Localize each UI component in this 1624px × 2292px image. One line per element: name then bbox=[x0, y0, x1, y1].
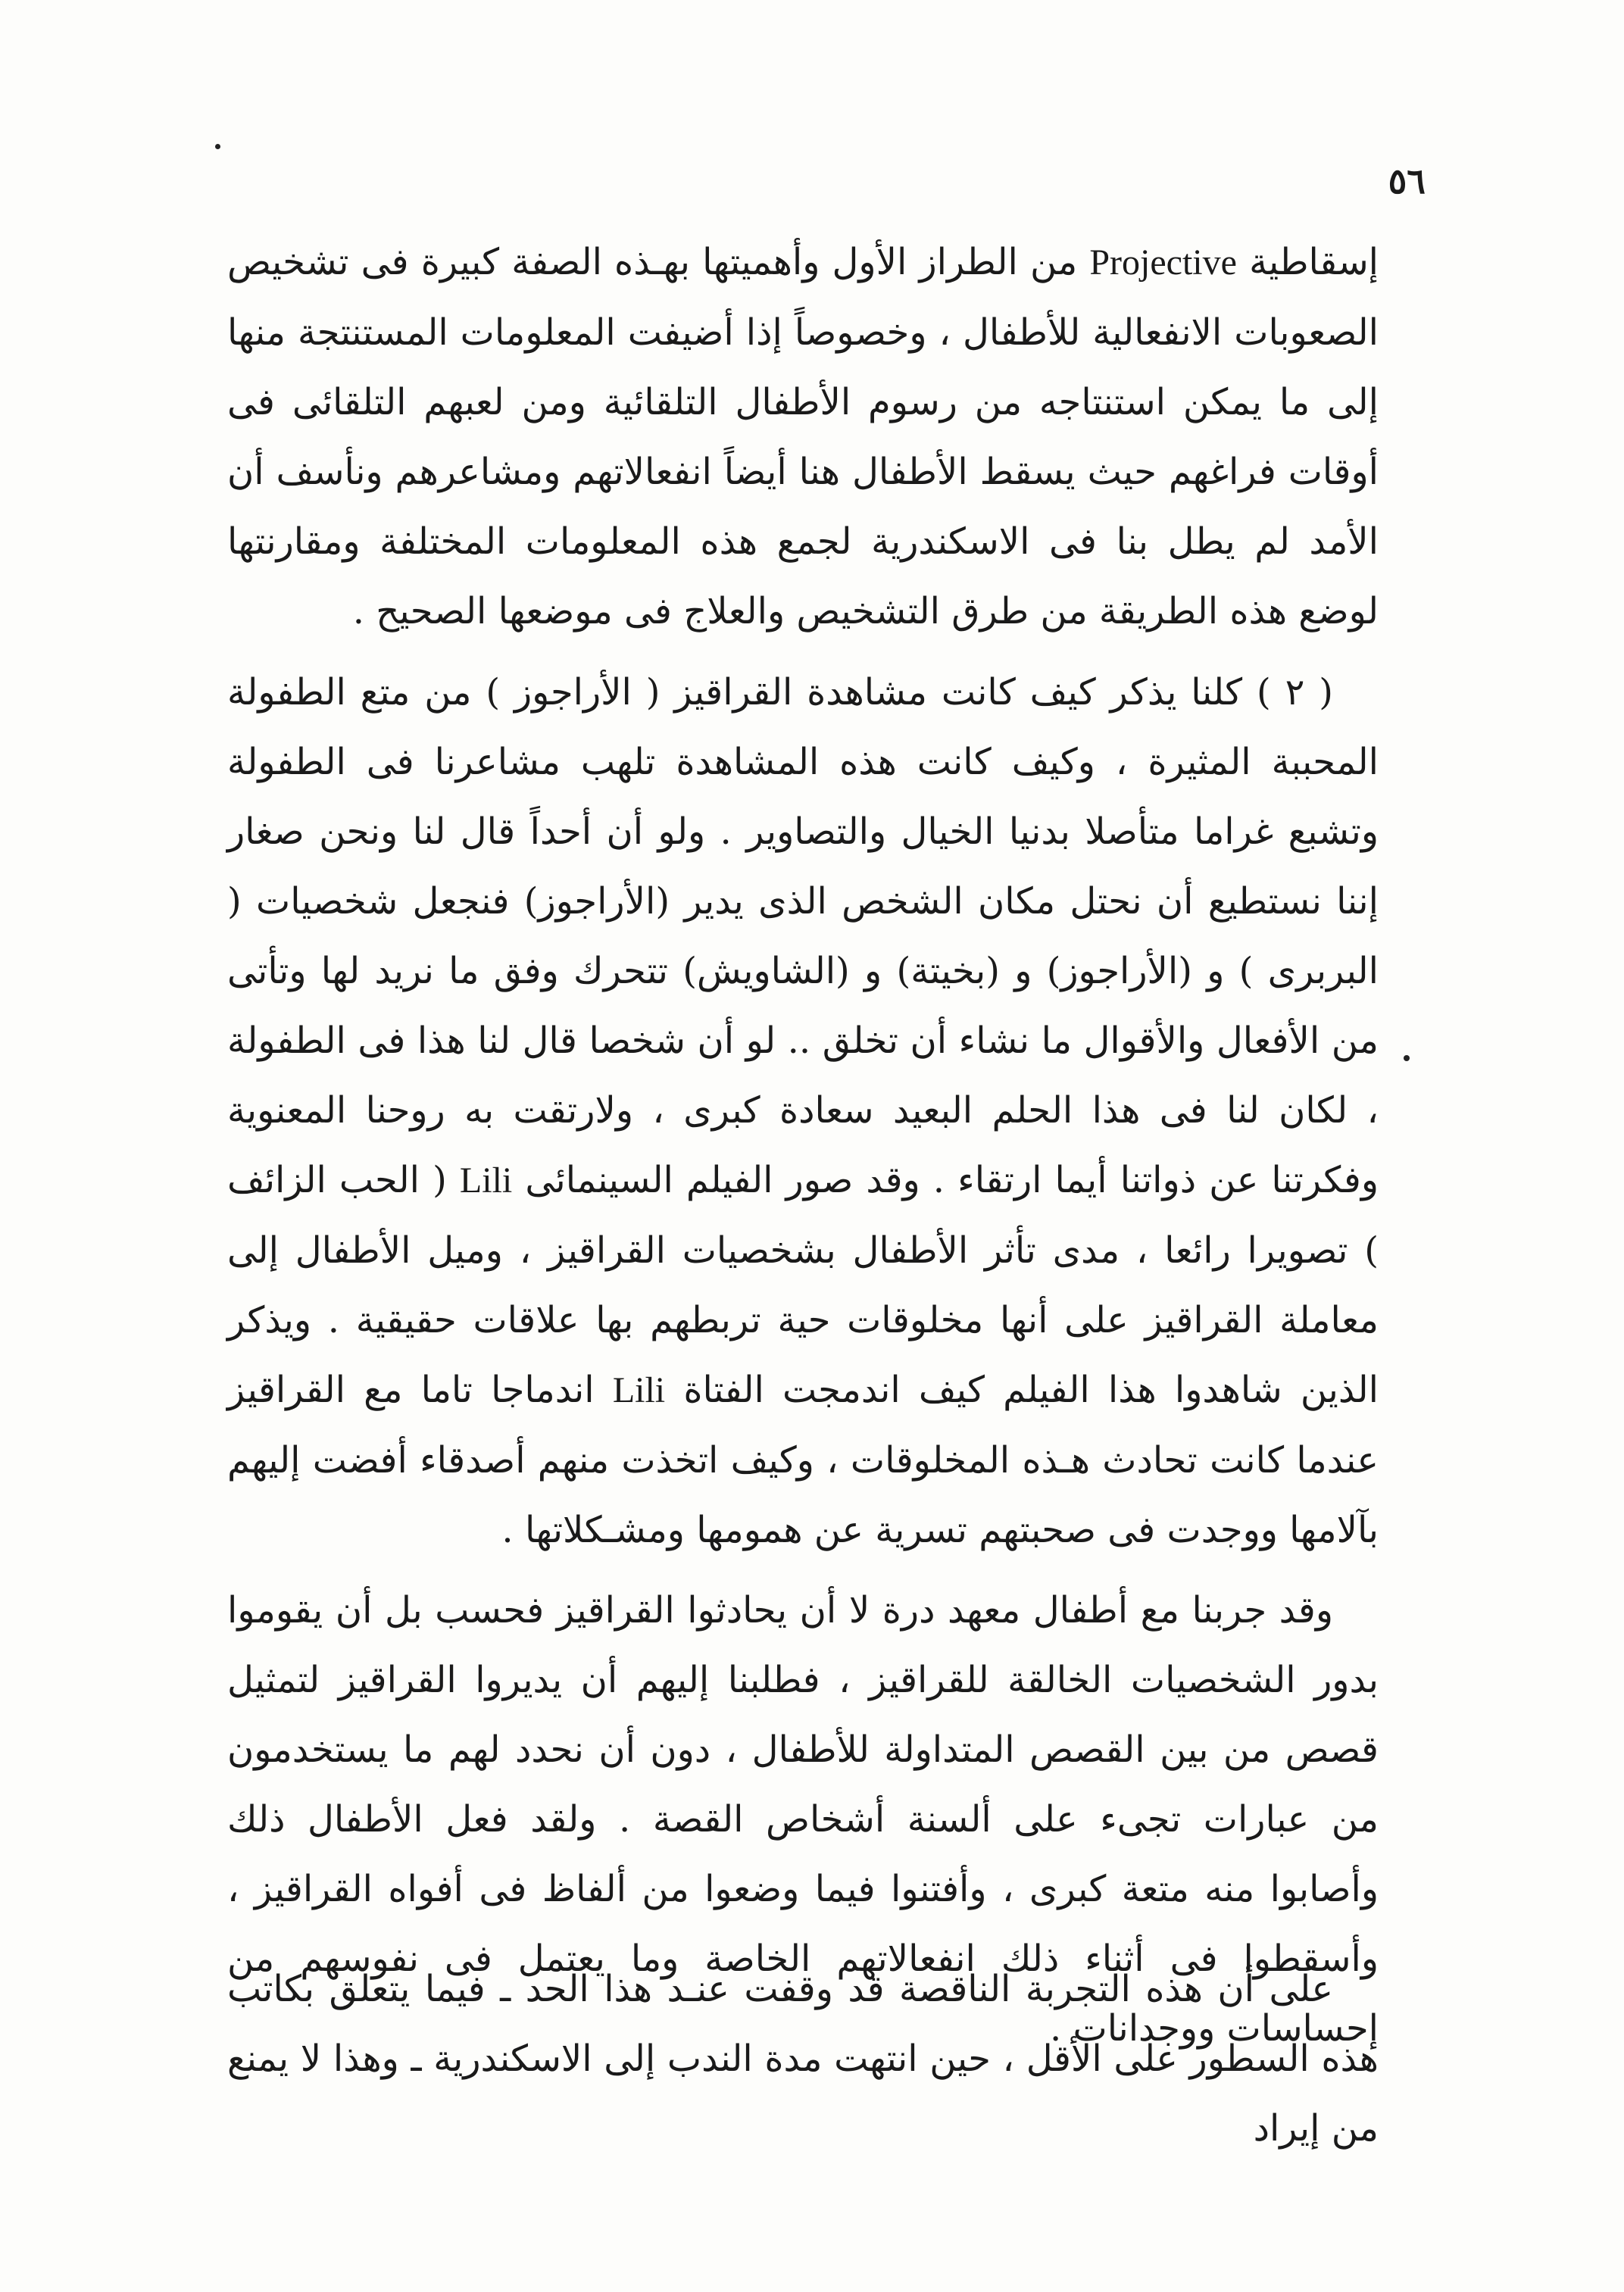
film-title-lili: Lili bbox=[459, 1160, 513, 1201]
paragraph-1-start: إسقاطية bbox=[1249, 241, 1379, 283]
term-projective: Projective bbox=[1089, 242, 1237, 283]
paragraph-1-rest: من الطراز الأول وأهميتها بهـذه الصفة كبيرة فى تشخيص الصعوبات الانفعالية للأطفال ، وخصوصاً إذا أضيفت المعلومات المستنتجة منها إلى ما يمكن استنتاجه من رسوم الأطفال التلقائية ومن لعبهم التلقائى فى أوقات فراغهم حيث يسقط الأطفال هنا أيضاً انفعالاتهم ومشاعرهم ونأسف أن الأمد لم يطل بنا فى الاسكندرية لجمع هذه المعلومات المختلفة ومقارنتها لوضع هذه الطريقة من طرق التشخيص والعلاج فى موضعها الصحيح . bbox=[227, 241, 1379, 632]
paragraph-2-part-2: ( الحب الزائف ) تصويرا رائعا ، مدى تأثر الأطفال بشخصيات القراقيز ، وميل الأطفال إلى معاملة القراقيز على أنها مخلوقات حية تربطهم بها علاقات حقيقية . ويذكر الذين شاهدوا هذا الفيلم كيف اندمجت الفتاة bbox=[227, 1159, 1379, 1411]
page-number: ٥٦ bbox=[1388, 161, 1426, 201]
ink-speck bbox=[215, 144, 220, 149]
paragraph-1 bbox=[227, 227, 1379, 646]
paragraph-2-part-1: ( ٢ ) كلنا يذكر كيف كانت مشاهدة القراقيز ( الأراجوز ) من متع الطفولة المحببة المثيرة ، وكيف كانت هذه المشاهدة تلهب مشاعرنا فى الطفولة وتشبع غراما متأصلا بدنيا الخيال والتصاوير . ولو أن أحداً قال لنا ونحن صغار إننا نستطيع أن نحتل مكان الشخص الذى يدير (الأراجوز) فنجعل شخصيات ( البربرى ) و (الأراجوز) و (بخيتة) و (الشاويش) تتحرك وفق ما نريد لها وتأتى من الأفعال والأقوال ما نشاء أن تخلق .. لو أن شخصا قال لنا هذا فى الطفولة ، لكان لنا فى هذا الحلم البعيد سعادة كبرى ، ولارتقت به روحنا المعنوية وفكرتنا عن ذواتنا أيما ارتقاء . وقد صور الفيلم السينمائى bbox=[227, 671, 1379, 1201]
paragraph-4: على أن هذه التجربة الناقصة قد وقفت عنـد هذا الحد ـ فيما يتعلق بكاتب هذه السطور على الأقل ، حين انتهت مدة الندب إلى الاسكندرية ـ وهذا لا يمنع من إيراد bbox=[227, 1968, 1379, 2150]
paragraph-3: وقد جربنا مع أطفال معهد درة لا أن يحادثوا القراقيز فحسب بل أن يقوموا بدور الشخصيات الخالقة للقراقيز ، فطلبنا إليهم أن يديروا القراقيز لتمثيل قصص من بين القصص المتداولة للأطفال ، دون أن نحدد لهم ما يستخدمون من عبارات تجىء على ألسنة أشخاص القصة . ولقد فعل الأطفال ذلك وأصابوا منه متعة كبرى ، وأفتنوا فيما وضعوا من ألفاظ فى أفواه القراقيز ، وأسقطوا فى أثناء ذلك انفعالاتهم الخاصة وما يعتمل فى نفوسهم من إحساسات ووجدانات . bbox=[227, 1589, 1379, 2050]
paragraph-2 bbox=[227, 657, 1379, 1565]
paragraph-2-part-3: اندماجا تاما مع القراقيز عندما كانت تحادث هـذه المخلوقات ، وكيف اتخذت منهم أصدقاء أفضت إليهم بآلامها ووجدت فى صحبتهم تسرية عن همومها ومشـكلاتها . bbox=[227, 1369, 1379, 1551]
ink-speck bbox=[1404, 1055, 1410, 1061]
character-name-lili: Lili bbox=[612, 1370, 666, 1410]
